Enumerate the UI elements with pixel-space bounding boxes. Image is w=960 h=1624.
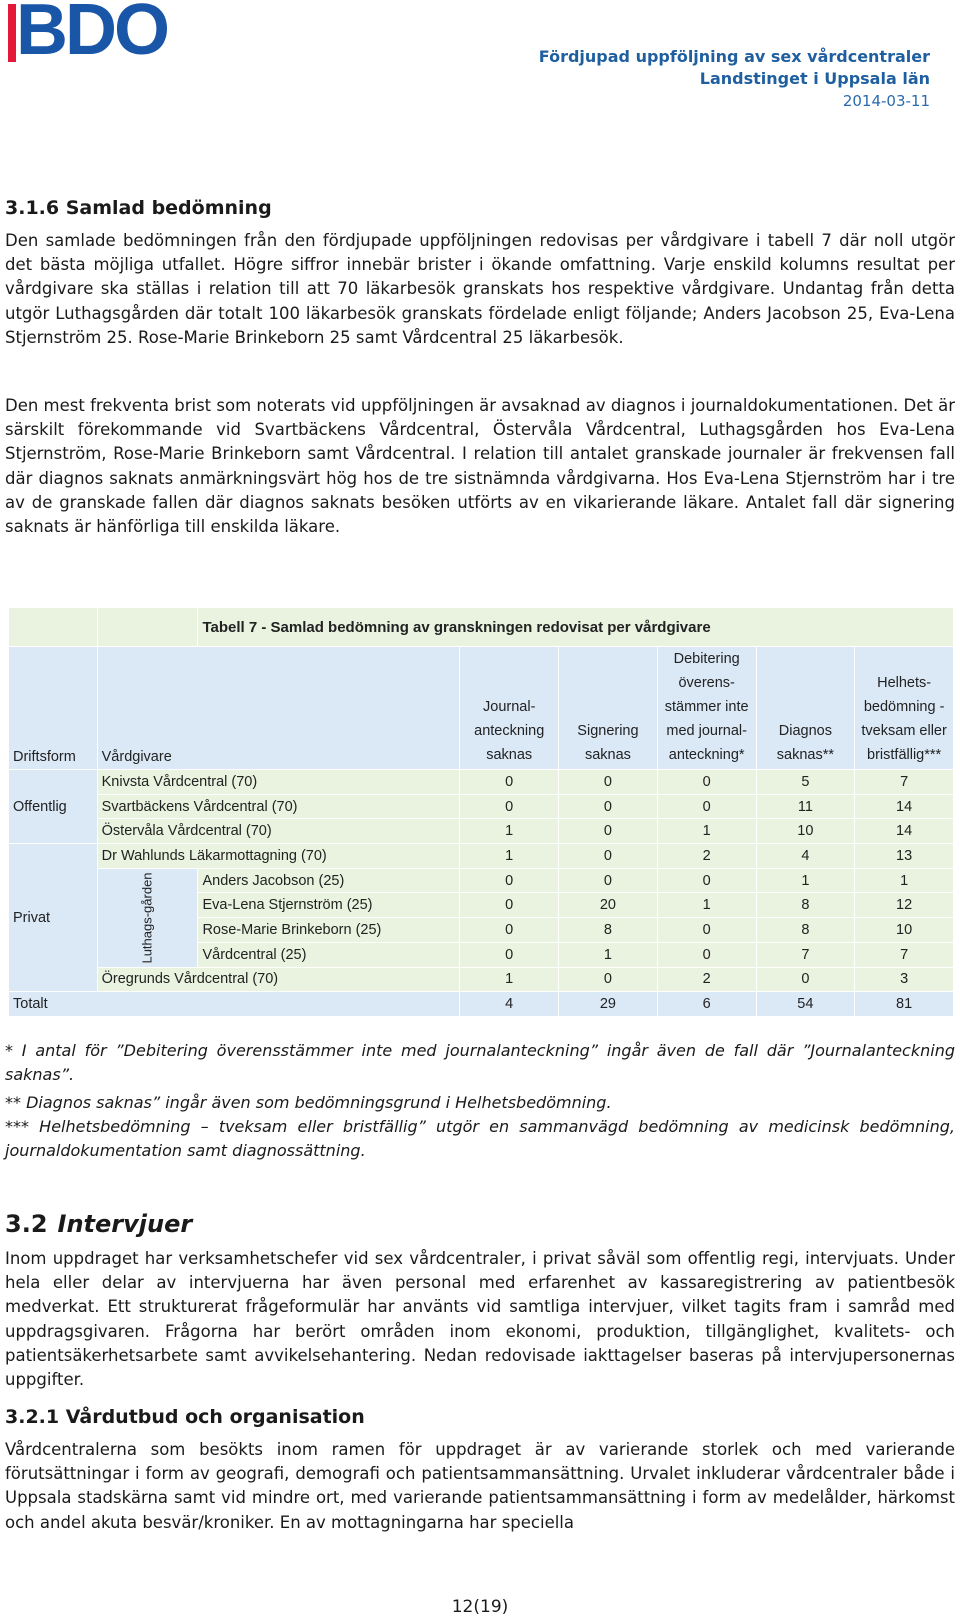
- group-luthagsgarden: [97, 868, 198, 967]
- cell-value: 1: [657, 819, 756, 844]
- cell-value: 0: [559, 967, 658, 992]
- cell-value: 7: [855, 942, 954, 967]
- footnote-2: ** Diagnos saknas” ingår även som bedömningsgrund i Helhetsbedömning.: [5, 1093, 612, 1112]
- group-luthagsgarden-label: Luthags-gården: [139, 872, 155, 964]
- cell-value: 0: [657, 770, 756, 795]
- cell-value: 0: [460, 893, 559, 918]
- cell-value: 20: [559, 893, 658, 918]
- cell-value: 8: [756, 918, 855, 943]
- cell-value: 0: [756, 967, 855, 992]
- cell-value: 14: [855, 794, 954, 819]
- col-header-helhet: Helhets-bedömning - tveksam eller bristfällig***: [855, 647, 954, 770]
- cell-value: 10: [855, 918, 954, 943]
- cell-value: 0: [460, 794, 559, 819]
- row-name: Svartbäckens Vårdcentral (70): [97, 794, 460, 819]
- cell-value: 0: [559, 844, 658, 869]
- group-offentlig: Offentlig: [9, 770, 98, 844]
- col-header-vardgivare: Vårdgivare: [97, 647, 460, 770]
- cell-value: 1: [460, 967, 559, 992]
- col-header-debitering: Debitering överens-stämmer inte med journal-anteckning*: [657, 647, 756, 770]
- cell-value: 1: [460, 819, 559, 844]
- row-name: Eva-Lena Stjernström (25): [198, 893, 460, 918]
- row-name: Vårdcentral (25): [198, 942, 460, 967]
- section-3-1-6-paragraph-2: Den mest frekventa brist som noterats vid uppföljningen är avsaknad av diagnos i journaldokumentationen. Det är särskilt förekommande vid Svartbäckens Vårdcentral, Östervåla Vårdcentral, Luthagsgården hos Eva-Lena Stjernström, Rose-Marie Brinkeborn samt Vårdcentral. I relation till antalet granskade journaler är frekvensen fall där diagnos saknats anmärkningsvärt hög hos de tre sistnämnda vårdgivarna. Hos Eva-Lena Stjernström har i tre av de granskade fallen där diagnos saknats besöken utförts av en vikarierande läkare. Antalet fall där signering saknats är hänförliga till enskilda läkare.: [5, 396, 955, 537]
- col-header-diagnos: Diagnos saknas**: [756, 647, 855, 770]
- cell-value: 0: [559, 819, 658, 844]
- cell-value: 0: [460, 942, 559, 967]
- row-name: Öregrunds Vårdcentral (70): [97, 967, 460, 992]
- cell-value: 8: [756, 893, 855, 918]
- cell-value: 2: [657, 967, 756, 992]
- cell-value: 1: [657, 893, 756, 918]
- total-value: 54: [756, 992, 855, 1017]
- cell-value: 10: [756, 819, 855, 844]
- row-name: Dr Wahlunds Läkarmottagning (70): [97, 844, 460, 869]
- header-title: Fördjupad uppföljning av sex vårdcentraler: [538, 47, 930, 66]
- cell-value: 1: [756, 868, 855, 893]
- header-subtitle: Landstinget i Uppsala län: [699, 69, 930, 88]
- table-7: [8, 607, 954, 1017]
- row-name: Knivsta Vårdcentral (70): [97, 770, 460, 795]
- cell-value: 0: [460, 770, 559, 795]
- cell-value: 1: [559, 942, 658, 967]
- cell-value: 14: [855, 819, 954, 844]
- section-3-2-1-paragraph: Vårdcentralerna som besökts inom ramen för uppdraget är av varierande storlek och med varierande förutsättningar i form av geografi, demografi och patientsammansättning. Urvalet inkluderar vårdcentraler både i Uppsala stadskärna samt vid mindre ort, med varierande patientsammansättning i form av medelålder, härkomst och andel akuta besvär/kroniker. En av mottagningarna har speciella: [5, 1440, 955, 1532]
- row-name: Östervåla Vårdcentral (70): [97, 819, 460, 844]
- cell-value: 0: [460, 868, 559, 893]
- cell-value: 8: [559, 918, 658, 943]
- bdo-logo: [4, 0, 167, 70]
- section-3-2-heading: [5, 1210, 192, 1238]
- row-name: Rose-Marie Brinkeborn (25): [198, 918, 460, 943]
- cell-value: 0: [657, 868, 756, 893]
- section-3-2-number: 3.2: [5, 1210, 48, 1238]
- total-value: 4: [460, 992, 559, 1017]
- col-header-journal: Journal-anteckning saknas: [460, 647, 559, 770]
- cell-value: 7: [855, 770, 954, 795]
- footnote-3: *** Helhetsbedömning – tveksam eller bristfällig” utgör en sammanvägd bedömning av medicinsk bedömning, journaldokumentation samt diagnossättning.: [5, 1117, 955, 1160]
- logo-red-bar: [8, 4, 16, 62]
- logo-text: BDO: [16, 0, 167, 70]
- cell-value: 13: [855, 844, 954, 869]
- section-3-2-1-heading: 3.2.1 Vårdutbud och organisation: [5, 1406, 365, 1428]
- cell-value: 1: [855, 868, 954, 893]
- document-header: [539, 46, 930, 112]
- cell-value: 7: [756, 942, 855, 967]
- cell-value: 4: [756, 844, 855, 869]
- section-3-1-6-paragraph-1: Den samlade bedömningen från den fördjupade uppföljningen redovisas per vårdgivare i tabell 7 där noll utgör det bästa möjliga utfallet. Högre siffror innebär brister i ökande omfattning. Varje enskild kolumns resultat per vårdgivare ska ställas i relation till att 70 läkarbesök granskats hos respektive vårdgivare. Undantag från detta utgör Luthagsgården där totalt 100 läkarbesök granskats fördelade enligt följande; Anders Jacobson 25, Eva-Lena Stjernström 25. Rose-Marie Brinkeborn 25 samt Vårdcentral 25 läkarbesök.: [5, 231, 955, 347]
- cell-value: 0: [559, 868, 658, 893]
- cell-value: 0: [460, 918, 559, 943]
- col-header-driftsform: Driftsform: [9, 647, 98, 770]
- cell-value: 3: [855, 967, 954, 992]
- col-header-signering: Signering saknas: [559, 647, 658, 770]
- table-title: Tabell 7 - Samlad bedömning av granskningen redovisat per vårdgivare: [198, 608, 954, 647]
- cell-value: 1: [460, 844, 559, 869]
- cell-value: 0: [657, 918, 756, 943]
- cell-value: 5: [756, 770, 855, 795]
- section-3-2-title: Intervjuer: [57, 1210, 193, 1238]
- total-value: 29: [559, 992, 658, 1017]
- section-3-1-6-heading: 3.1.6 Samlad bedömning: [5, 197, 272, 219]
- total-label: Totalt: [9, 992, 460, 1017]
- page-number: 12(19): [451, 1597, 509, 1617]
- section-3-2-paragraph: Inom uppdraget har verksamhetschefer vid sex vårdcentraler, i privat såväl som offentlig regi, intervjuats. Under hela eller delar av intervjuerna har även personal med erfarenhet av kassaregistrering av patientbesök medverkat. Ett strukturerat frågeformulär har använts vid samtliga intervjuer, vilket tagits fram i samråd med uppdragsgivaren. Frågorna har berört områden inom ekonomi, produktion, tillgänglighet, kvalitets- och patientsäkerhetsarbete samt avvikelsehantering. Nedan redovisade iakttagelser baseras på intervjupersonernas uppgifter.: [5, 1249, 955, 1390]
- cell-value: 0: [559, 794, 658, 819]
- total-value: 81: [855, 992, 954, 1017]
- cell-value: 12: [855, 893, 954, 918]
- cell-value: 0: [657, 794, 756, 819]
- header-date: 2014-03-11: [842, 92, 930, 110]
- row-name: Anders Jacobson (25): [198, 868, 460, 893]
- cell-value: 0: [559, 770, 658, 795]
- cell-value: 11: [756, 794, 855, 819]
- group-privat: Privat: [9, 844, 98, 992]
- footnote-1: * I antal för ”Debitering överensstämmer inte med journalanteckning” ingår även de fall där ”Journalanteckning saknas”.: [5, 1041, 955, 1084]
- cell-value: 2: [657, 844, 756, 869]
- cell-value: 0: [657, 942, 756, 967]
- total-value: 6: [657, 992, 756, 1017]
